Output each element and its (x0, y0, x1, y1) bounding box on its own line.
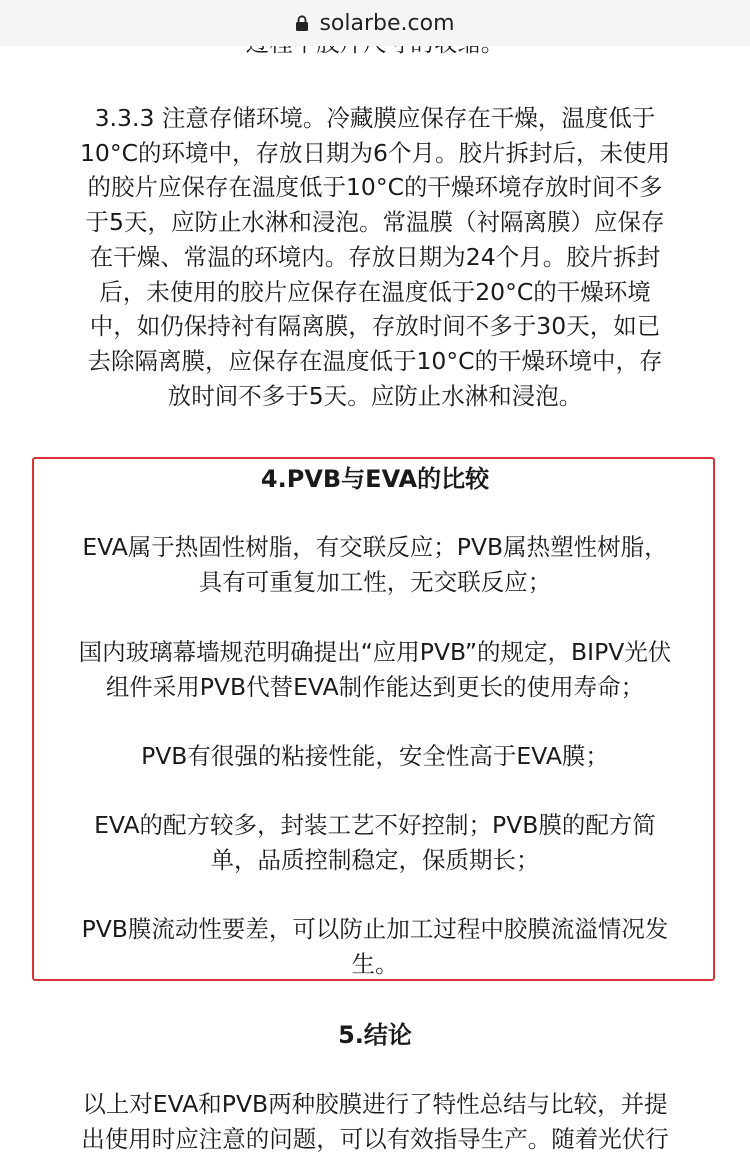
browser-url-bar[interactable] (0, 0, 750, 46)
text-line: PVB膜流动性要差，可以防止加工过程中胶膜流溢情况发 (81, 915, 669, 943)
text-line: 放时间不多于5天。应防止水淋和浸泡。 (167, 381, 583, 410)
url-domain: solarbe.com (319, 10, 455, 36)
comparison-point-4 (40, 808, 710, 877)
text-line: 10°C的环境中，存放日期为6个月。胶片拆封后，未使用 (79, 138, 670, 167)
section-4-heading: 4.PVB与EVA的比较 (260, 465, 490, 493)
text-line: 组件采用PVB代替EVA制作能达到更长的使用寿命； (105, 672, 645, 701)
text-line: 出使用时应注意的问题，可以有效指导生产。随着光伏行 (81, 1124, 669, 1153)
comparison-point-3 (40, 739, 710, 774)
text-line: 单，品质控制稳定，保质期长； (210, 845, 540, 874)
text-line: 的胶片应保存在温度低于10°C的干燥环境存放时间不多 (87, 173, 663, 202)
text-line: 国内玻璃幕墙规范明确提出“应用PVB”的规定，BIPV光伏 (78, 638, 672, 666)
text-line: 具有可重复加工性，无交联反应； (198, 567, 552, 596)
text-line: 以上对EVA和PVB两种胶膜进行了特性总结与比较，并提 (82, 1090, 668, 1118)
comparison-point-2 (40, 635, 710, 704)
text-line: 后，未使用的胶片应保存在温度低于20°C的干燥环境 (99, 277, 651, 306)
text-line: 中，如仍保持衬有隔离膜，存放时间不多于30天，如已 (89, 312, 661, 341)
conclusion-paragraph (40, 1087, 710, 1156)
section-3-3-3-paragraph (40, 101, 710, 413)
text-line: 3.3.3 注意存储环境。冷藏膜应保存在干燥，温度低于 (94, 104, 656, 132)
text-line: EVA的配方较多，封装工艺不好控制；PVB膜的配方简 (94, 811, 656, 839)
url-display[interactable] (295, 11, 454, 36)
text-line: 于5天，应防止水淋和浸泡。常温膜（衬隔离膜）应保存 (85, 208, 665, 237)
comparison-point-1 (40, 530, 710, 599)
lock-icon (295, 15, 309, 31)
text-line: 去除隔离膜，应保存在温度低于10°C的干燥环境中，存 (87, 346, 663, 375)
comparison-point-5 (40, 912, 710, 981)
text-line: 在干燥、常温的环境内。存放日期为24个月。胶片拆封 (89, 242, 661, 271)
text-line: 生。 (351, 949, 399, 978)
section-5-heading: 5.结论 (338, 1021, 412, 1049)
text-line: PVB有很强的粘接性能，安全性高于EVA膜； (141, 742, 609, 770)
text-line: EVA属于热固性树脂，有交联反应；PVB属热塑性树脂， (82, 533, 668, 561)
